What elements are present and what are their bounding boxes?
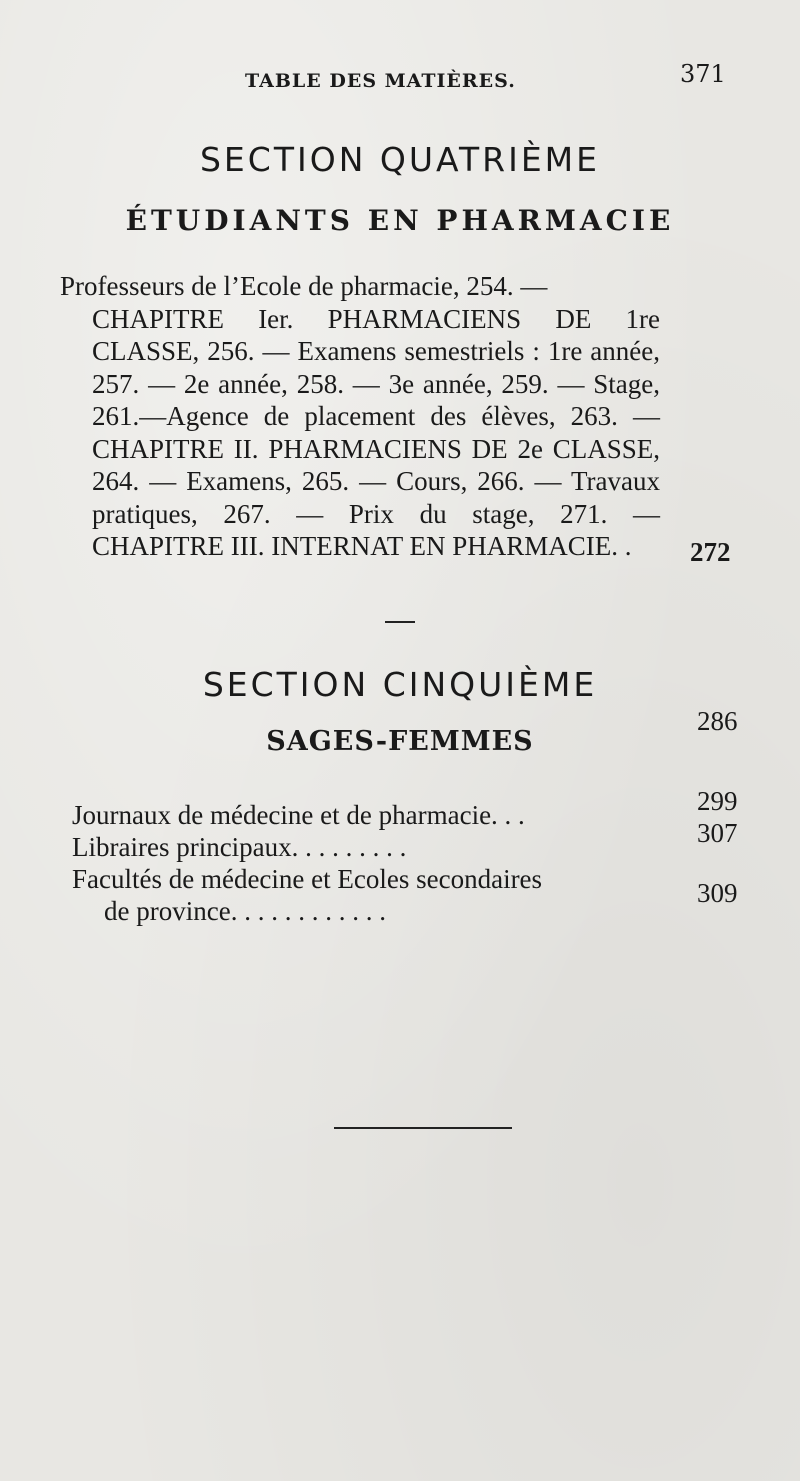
section-4-subtitle: ÉTUDIANTS EN PHARMACIE xyxy=(125,204,675,237)
section-4-paragraph xyxy=(60,270,660,563)
toc-entry-journaux: Journaux de médecine et de pharmacie. . . xyxy=(72,800,525,830)
divider-short xyxy=(385,621,415,623)
toc-page-libraires: 307 xyxy=(697,818,738,848)
section-5-page-ref: 286 xyxy=(697,706,738,736)
running-head: TABLE DES MATIÈRES. xyxy=(245,70,516,92)
section-4-page-ref: 272 xyxy=(690,537,731,567)
section-5-subtitle: SAGES-FEMMES xyxy=(266,726,534,757)
toc-page-journaux: 299 xyxy=(697,786,738,816)
toc-entry-libraires: Libraires principaux. . . . . . . . . xyxy=(72,832,407,862)
section-4-title: SECTION QUATRIÈME xyxy=(199,140,600,179)
paragraph-first-line: Professeurs de l’Ecole de pharmacie, 254. — xyxy=(60,271,548,301)
end-rule xyxy=(334,1127,512,1129)
toc-entry-facultes-cont: de province. . . . . . . . . . . . xyxy=(104,896,386,926)
toc-page-facultes: 309 xyxy=(697,878,738,908)
paragraph-body: CHAPITRE Ier. PHARMACIENS DE 1re CLASSE, 256. — Examens semestriels : 1re année, 257. — 2e année, 258. — 3e année, 259. — Stage, 261.—Agence de placement des élèves, 263. — CHAPITRE II. PHARMACIENS DE 2e CLASSE, 264. — Examens, 265. — Cours, 266. — Travaux pratiques, 267. — Prix du stage, 271. — CHAPITRE III. INTERNAT EN PHARMACIE. . xyxy=(92,303,660,561)
toc-entry-facultes: Facultés de médecine et Ecoles secondaires xyxy=(72,864,543,894)
page-number: 371 xyxy=(680,60,726,88)
section-5-title: SECTION CINQUIÈME xyxy=(202,665,598,704)
